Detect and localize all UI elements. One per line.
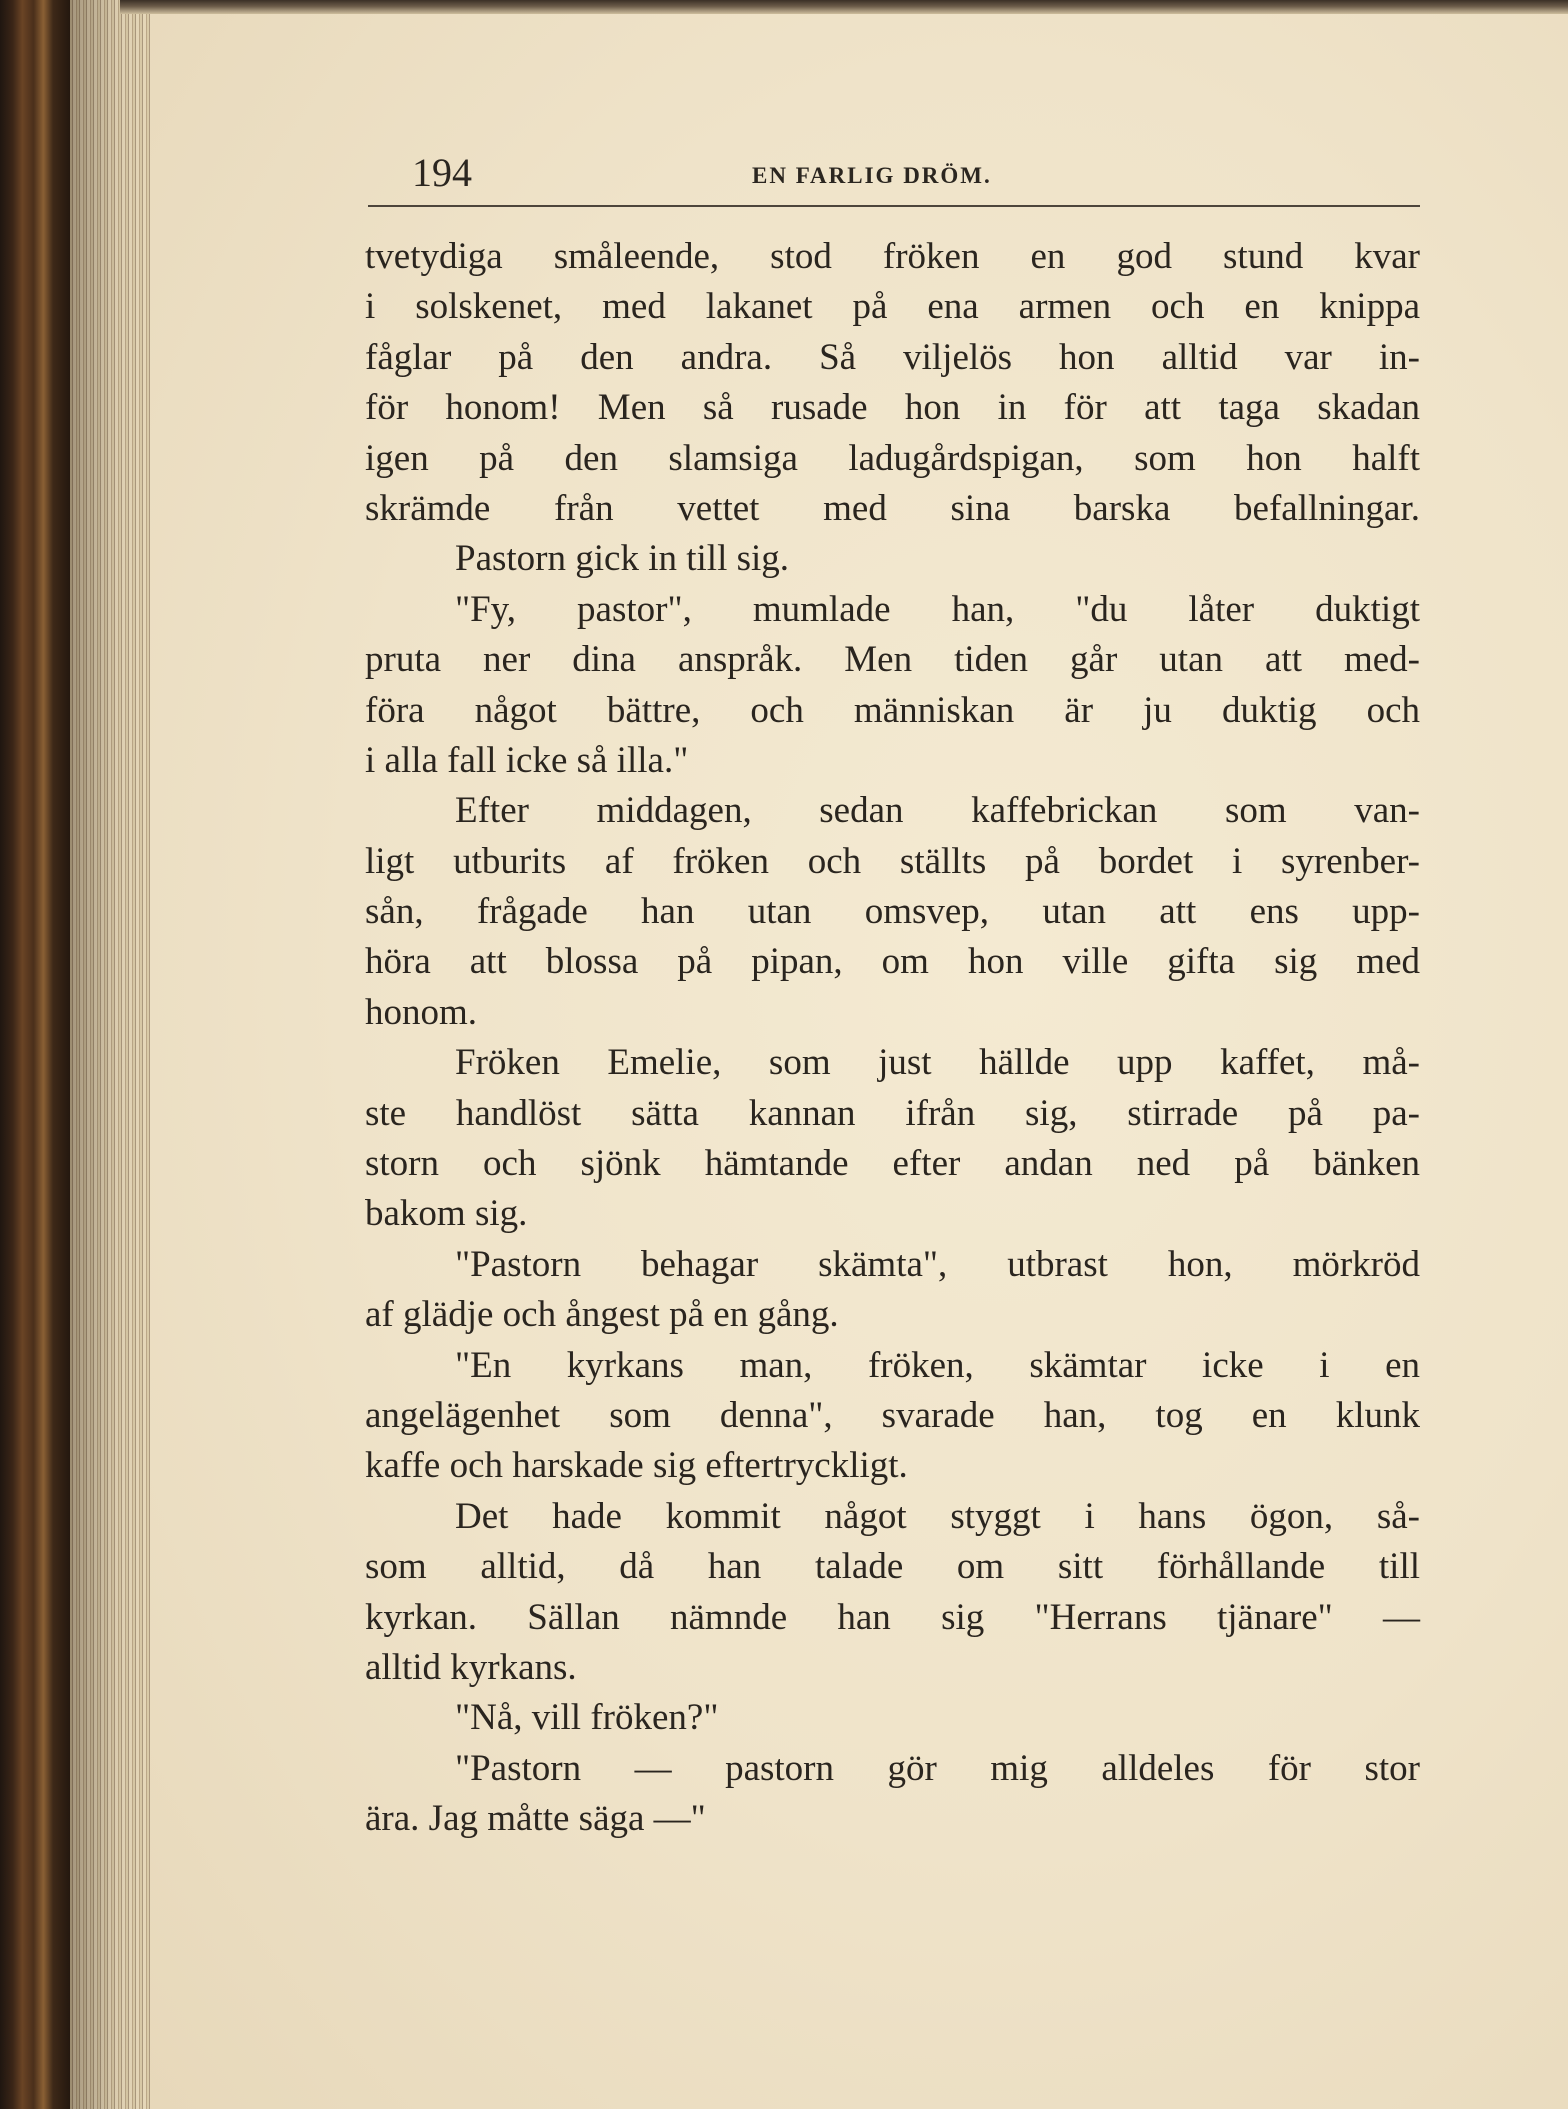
text-line: som alltid, då han talade om sitt förhållande till (365, 1546, 1420, 1588)
text-line: för honom! Men så rusade hon in för att taga skadan (365, 387, 1420, 429)
body-text (365, 232, 1420, 1845)
text-line: föra något bättre, och människan är ju duktig och (365, 689, 1420, 731)
text-line: af glädje och ångest på en gång. (365, 1294, 839, 1336)
text-line: Pastorn gick in till sig. (455, 538, 790, 580)
text-line: Det hade kommit något styggt i hans ögon, så- (455, 1495, 1420, 1537)
text-line: kaffe och harskade sig eftertryckligt. (365, 1445, 908, 1487)
text-line: ligt utburits af fröken och ställts på bordet i syrenber- (365, 840, 1420, 882)
text-line: storn och sjönk hämtande efter andan ned på bänken (365, 1143, 1420, 1185)
text-line: "Pastorn — pastorn gör mig alldeles för stor (455, 1747, 1420, 1789)
text-line: i alla fall icke så illa." (365, 739, 689, 781)
text-line: alltid kyrkans. (365, 1646, 577, 1688)
text-line: igen på den slamsiga ladugårdspigan, som hon halft (365, 437, 1420, 479)
text-line: "Pastorn behagar skämta", utbrast hon, mörkröd (455, 1243, 1420, 1285)
running-head (412, 146, 1420, 208)
text-line: "Nå, vill fröken?" (455, 1697, 719, 1739)
text-line: fåglar på den andra. Så viljelös hon alltid var in- (365, 336, 1420, 378)
text-line: "Fy, pastor", mumlade han, "du låter duktigt (455, 588, 1420, 630)
text-line: Efter middagen, sedan kaffebrickan som van- (455, 790, 1420, 832)
text-line: sån, frågade han utan omsvep, utan att ens upp- (365, 891, 1420, 933)
text-line: ära. Jag måtte säga —" (365, 1798, 706, 1840)
page-number: 194 (412, 150, 472, 195)
top-page-edge (120, 0, 1568, 14)
text-line: "En kyrkans man, fröken, skämtar icke i en (455, 1344, 1420, 1386)
header-rule (368, 205, 1420, 207)
text-line: honom. (365, 991, 478, 1033)
text-line: höra att blossa på pipan, om hon ville gifta sig med (365, 941, 1420, 983)
book-spine (0, 0, 70, 2109)
text-line: i solskenet, med lakanet på ena armen och en knippa (365, 286, 1420, 328)
text-line: Fröken Emelie, som just hällde upp kaffet, må- (455, 1042, 1420, 1084)
running-title: EN FARLIG DRÖM. (752, 163, 992, 188)
text-line: bakom sig. (365, 1193, 528, 1235)
text-line: skrämde från vettet med sina barska befallningar. (365, 487, 1420, 529)
text-line: ste handlöst sätta kannan ifrån sig, stirrade på pa- (365, 1092, 1420, 1134)
text-line: tvetydiga småleende, stod fröken en god stund kvar (365, 236, 1420, 277)
text-line: angelägenhet som denna", svarade han, tog en klunk (365, 1394, 1420, 1436)
text-line: kyrkan. Sällan nämnde han sig "Herrans tjänare" — (365, 1596, 1420, 1638)
gutter-shadow (70, 0, 150, 2109)
text-line: pruta ner dina anspråk. Men tiden går utan att med- (365, 639, 1420, 681)
